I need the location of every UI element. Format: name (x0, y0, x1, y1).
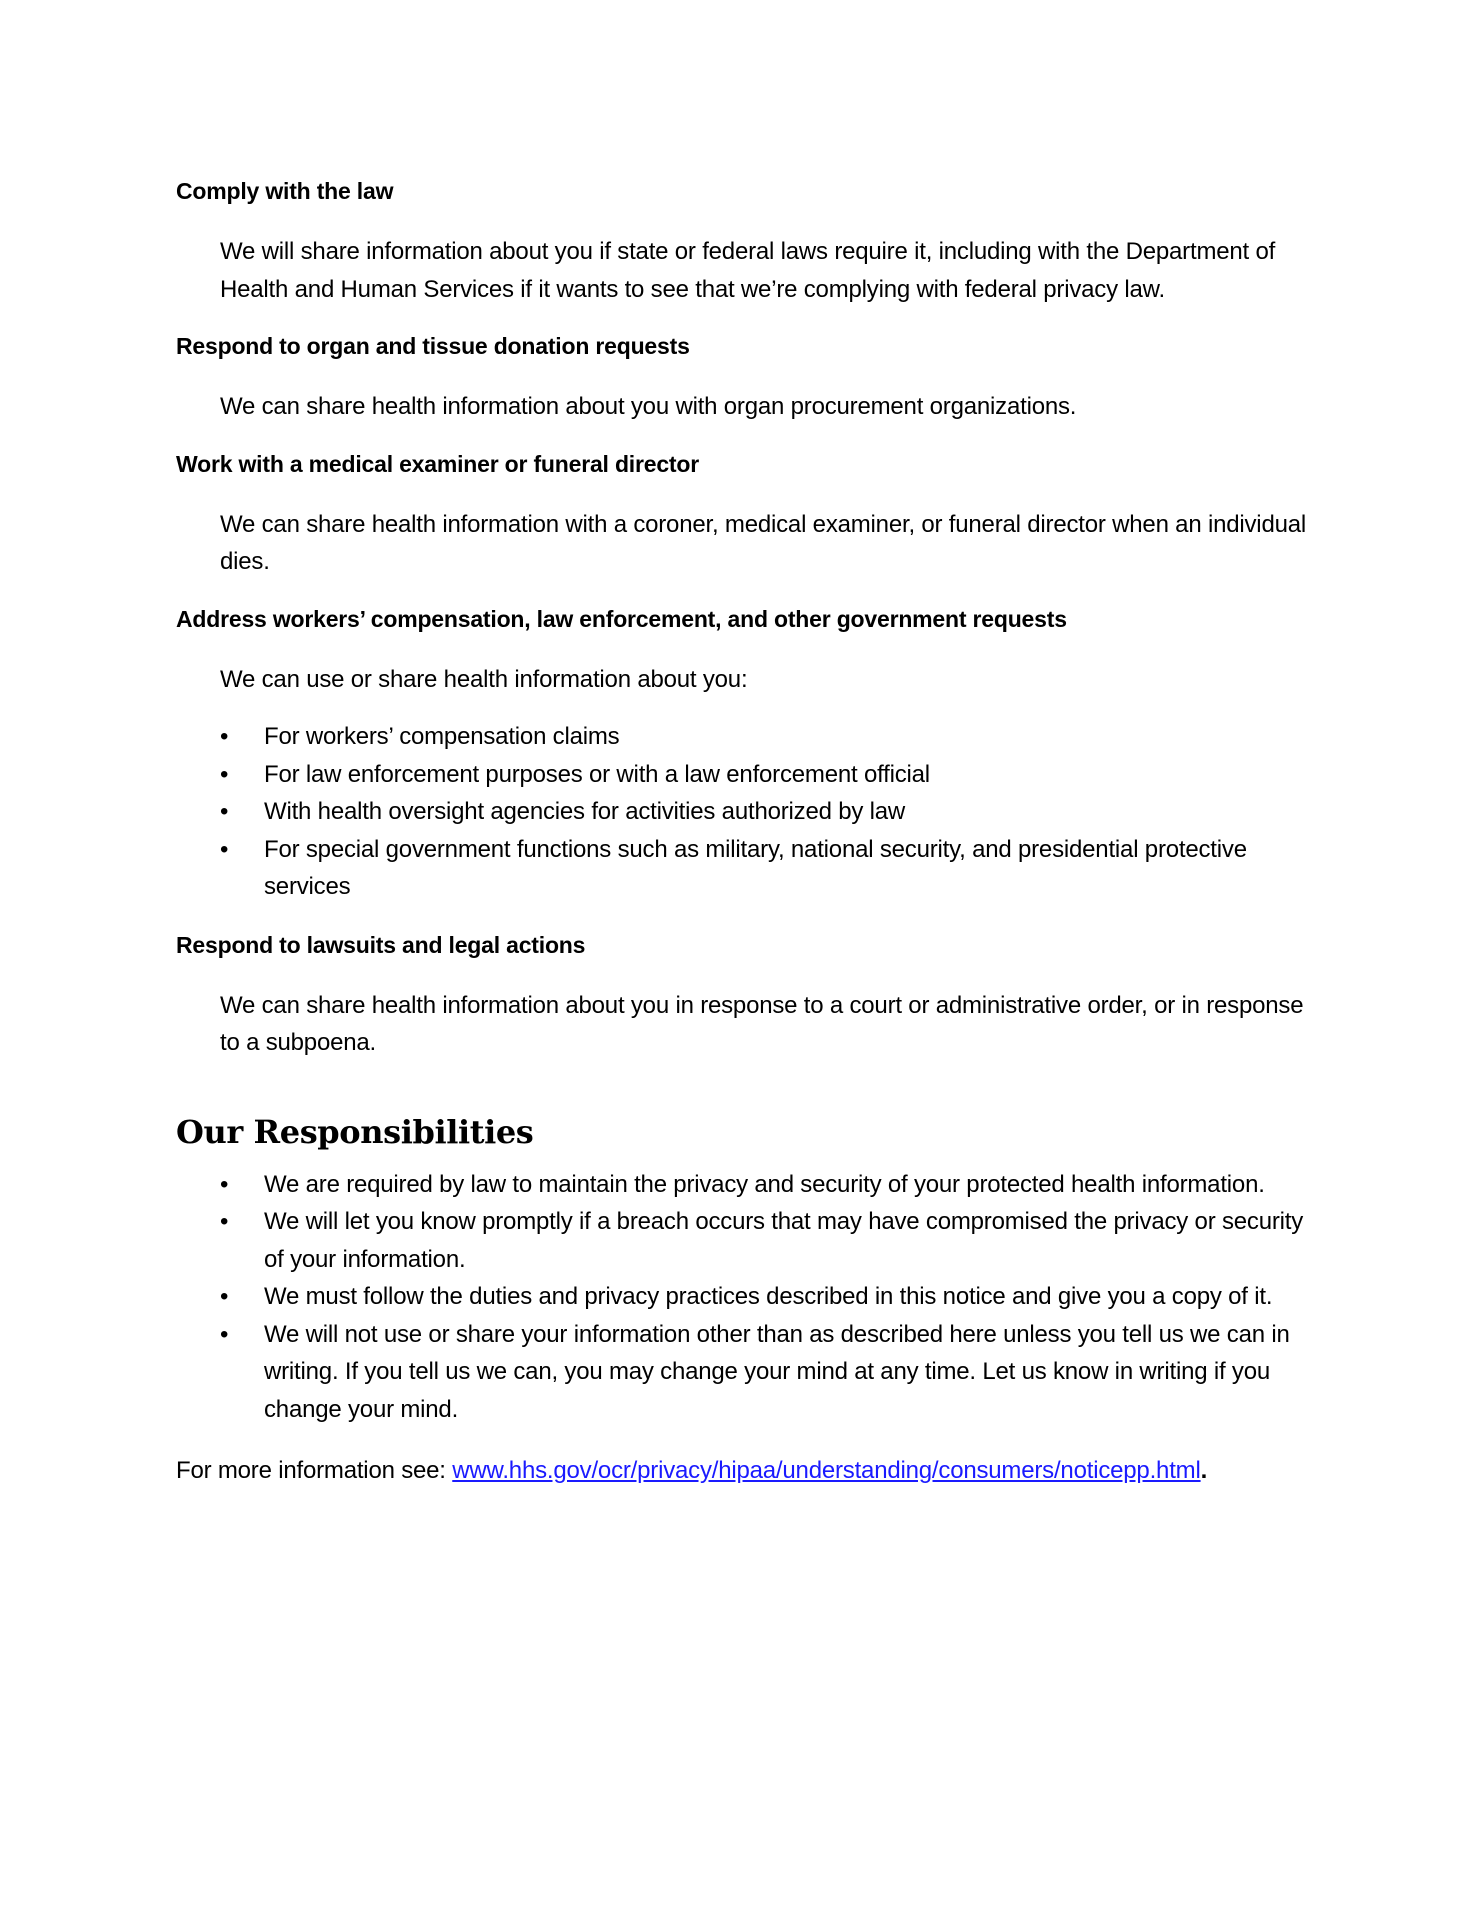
list-item (220, 1278, 1326, 1316)
list-item-text: We will not use or share your information other than as described here unless you tell us we can in writing. If you tell us we can, you may change your mind at any time. Let us know in writing if you change your mind. (264, 1320, 1290, 1423)
section-text-lawsuits: We can share health information about you in response to a court or administrative order, or in response to a subpoena. (220, 991, 1304, 1056)
more-info-prefix: For more information see: (176, 1457, 453, 1484)
section-heading-comply-with-law: Comply with the law (176, 178, 394, 204)
list-item (220, 793, 1326, 831)
section-heading-government-requests: Address workers’ compensation, law enforcement, and other government requests (176, 605, 1067, 632)
section-text-medical-examiner: We can share health information with a coroner, medical examiner, or funeral director when an individual dies. (220, 510, 1307, 575)
bullet-icon: • (220, 760, 229, 788)
list-item-text: For special government functions such as military, national security, and presidential protective services (264, 835, 1247, 900)
list-item (220, 718, 1326, 756)
bullet-icon: • (220, 1283, 229, 1310)
list-item-text: We are required by law to maintain the privacy and security of your protected health information. (264, 1170, 1265, 1198)
bullet-icon: • (220, 798, 229, 825)
list-item (220, 1203, 1326, 1278)
responsibilities-title: Our Responsibilities (176, 1112, 534, 1151)
bullet-icon: • (220, 1208, 229, 1235)
section-text-comply-with-law: We will share information about you if state or federal laws require it, including with the Department of Health and Human Services if it wants to see that we’re complying with federal privacy law. (220, 238, 1276, 303)
section-heading-lawsuits: Respond to lawsuits and legal actions (176, 931, 586, 958)
section-heading-medical-examiner: Work with a medical examiner or funeral director (176, 450, 699, 477)
list-item-text: We must follow the duties and privacy practices described in this notice and give you a copy of it. (264, 1283, 1273, 1310)
government-requests-list (220, 718, 1326, 906)
bullet-icon: • (220, 1320, 229, 1348)
bullet-icon: • (220, 1170, 229, 1198)
list-item (220, 1316, 1326, 1429)
document-page (176, 176, 1326, 1513)
list-item-text: For workers’ compensation claims (264, 723, 620, 750)
list-item-text: For law enforcement purposes or with a law enforcement official (264, 760, 930, 788)
bullet-icon: • (220, 835, 229, 863)
section-heading-organ-donation: Respond to organ and tissue donation requests (176, 333, 690, 359)
more-info-line (176, 1452, 1326, 1490)
hhs-notice-link[interactable]: www.hhs.gov/ocr/privacy/hipaa/understanding/consumers/noticepp.html (452, 1457, 1201, 1484)
list-item (220, 756, 1326, 794)
list-item (220, 831, 1326, 906)
list-item-text: With health oversight agencies for activities authorized by law (264, 798, 906, 825)
bullet-icon: • (220, 723, 229, 750)
more-info-suffix: . (1200, 1457, 1208, 1484)
list-item (220, 1166, 1326, 1204)
responsibilities-list (220, 1166, 1326, 1429)
list-item-text: We will let you know promptly if a breach occurs that may have compromised the privacy or security of your information. (264, 1208, 1304, 1273)
section-text-organ-donation: We can share health information about you with organ procurement organizations. (220, 393, 1077, 420)
section-text-government-requests: We can use or share health information about you: (220, 665, 748, 693)
